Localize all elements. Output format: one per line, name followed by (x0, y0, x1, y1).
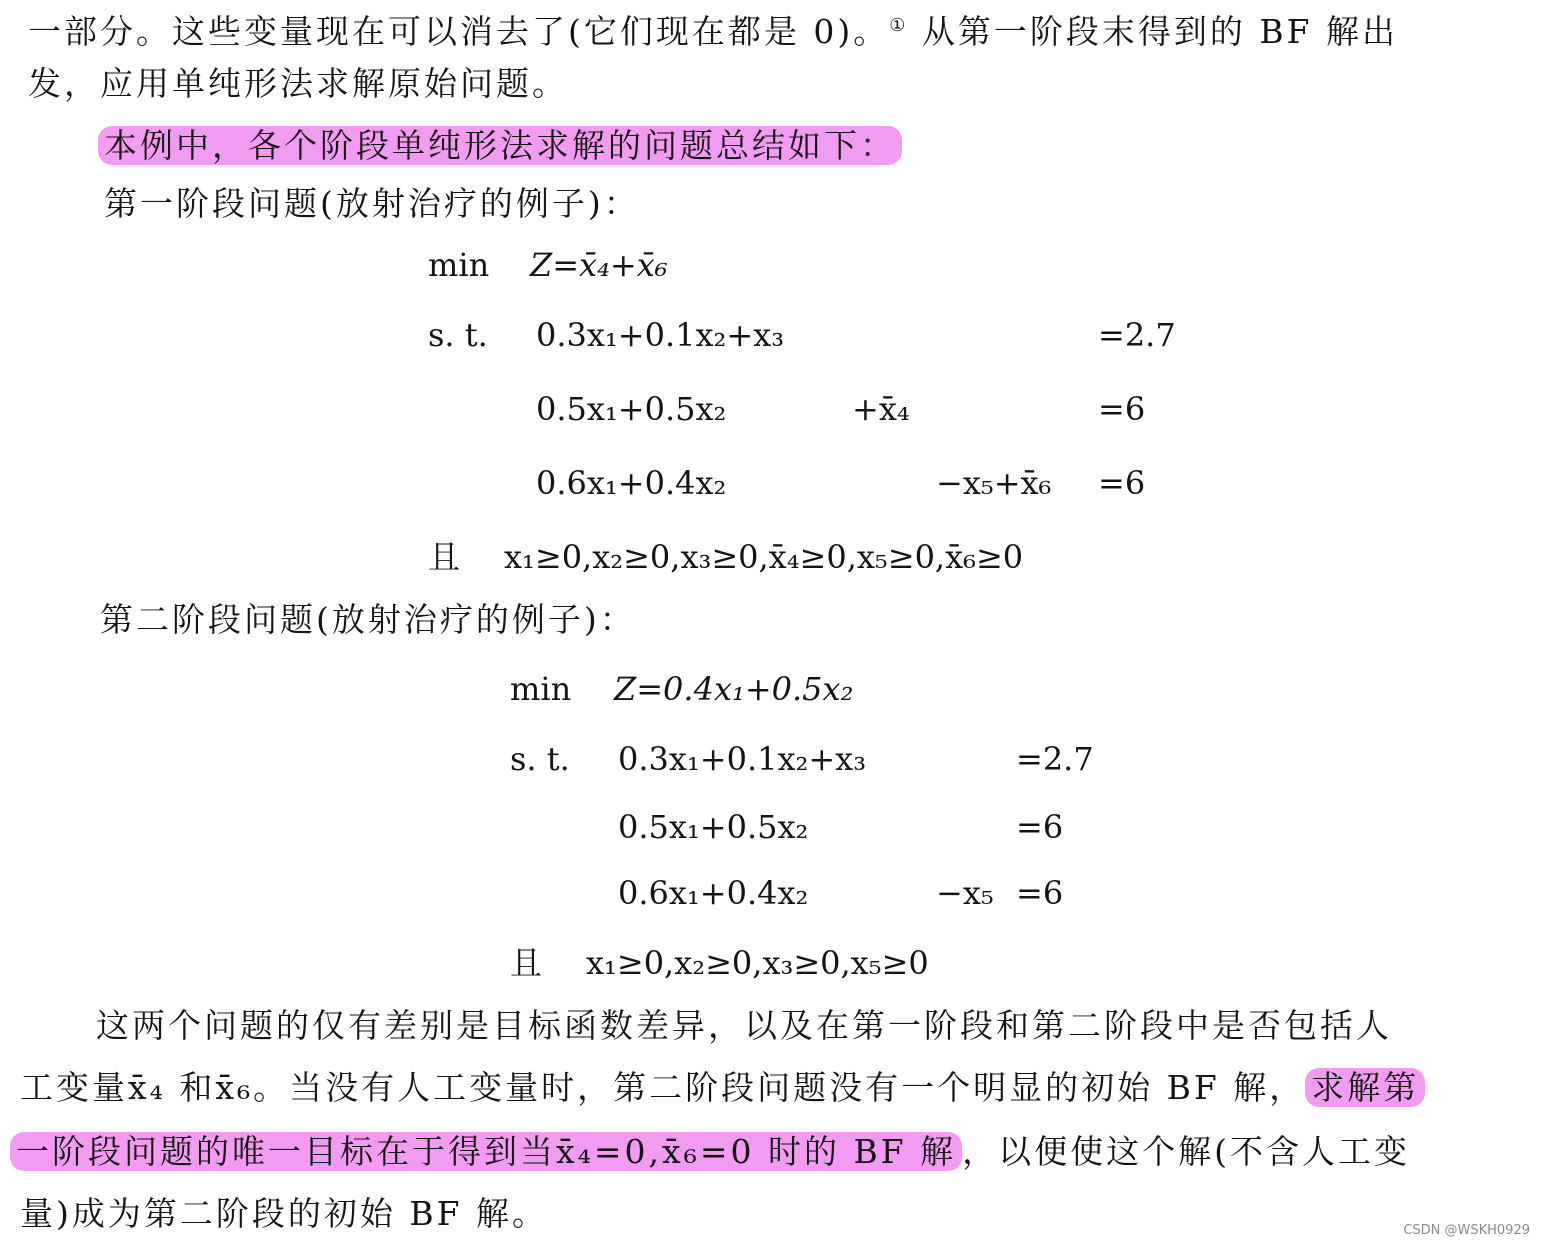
phase2-constraint-2-rhs: =6 (1016, 808, 1064, 846)
phase1-objective: Z=x̄₄+x̄₆ (530, 246, 668, 284)
phase1-constraint-2-rhs: =6 (1098, 390, 1146, 428)
phase2-nonneg-label: 且 (510, 944, 543, 982)
outro-line-1: 这两个问题的仅有差别是目标函数差异，以及在第一阶段和第二阶段中是否包括人 (96, 1006, 1392, 1045)
outro-highlight-start: 求解第 (1305, 1068, 1425, 1107)
phase2-constraint-3-mid: −x₅ (936, 874, 994, 912)
phase1-constraint-2-mid: +x̄₄ (852, 390, 910, 428)
summary-highlight: 本例中，各个阶段单纯形法求解的问题总结如下： (98, 126, 902, 165)
phase2-constraint-3-rhs: =6 (1016, 874, 1064, 912)
phase1-constraint-3-mid: −x₅+x̄₆ (936, 464, 1052, 502)
intro-line-2: 发，应用单纯形法求解原始问题。 (28, 64, 568, 103)
phase1-constraint-1-lhs: 0.3x₁+0.1x₂+x₃ (536, 316, 785, 354)
phase1-constraint-1-rhs: =2.7 (1098, 316, 1176, 354)
phase2-constraint-1-rhs: =2.7 (1016, 740, 1094, 778)
phase1-st-label: s. t. (428, 316, 488, 354)
phase2-nonneg: x₁≥0,x₂≥0,x₃≥0,x₅≥0 (586, 944, 929, 982)
phase2-constraint-3-lhs: 0.6x₁+0.4x₂ (618, 874, 809, 912)
phase2-objective: Z=0.4x₁+0.5x₂ (614, 670, 854, 708)
intro-line-1-text: 一部分。这些变量现在可以消去了(它们现在都是 0)。 (28, 12, 890, 51)
footnote-marker[interactable]: ① (889, 15, 909, 36)
outro-line-3-text: ，以便使这个解(不含人工变 (962, 1132, 1410, 1171)
watermark: CSDN @WSKH0929 (1403, 1223, 1530, 1238)
outro-highlight-end: 一阶段问题的唯一目标在于得到当x̄₄=0,x̄₆=0 时的 BF 解 (10, 1132, 962, 1171)
phase1-constraint-2-lhs: 0.5x₁+0.5x₂ (536, 390, 727, 428)
phase1-min-label: min (428, 246, 490, 284)
phase2-st-label: s. t. (510, 740, 570, 778)
phase1-nonneg: x₁≥0,x₂≥0,x₃≥0,x̄₄≥0,x₅≥0,x̄₆≥0 (504, 538, 1024, 576)
phase2-min-label: min (510, 670, 572, 708)
phase2-constraint-2-lhs: 0.5x₁+0.5x₂ (618, 808, 809, 846)
summary-sentence (98, 122, 902, 170)
phase2-heading: 第二阶段问题(放射治疗的例子)： (100, 600, 636, 639)
phase1-heading: 第一阶段问题(放射治疗的例子)： (104, 184, 640, 223)
outro-line-3 (10, 1128, 1410, 1176)
phase1-nonneg-label: 且 (428, 538, 461, 576)
intro-line-1 (28, 2, 1398, 56)
outro-line-2-text: 工变量x̄₄ 和x̄₆。当没有人工变量时，第二阶段问题没有一个明显的初始 BF 解， (20, 1068, 1306, 1107)
intro-line-1-tail: 从第一阶段末得到的 BF 解出 (908, 12, 1398, 51)
phase2-constraint-1-lhs: 0.3x₁+0.1x₂+x₃ (618, 740, 867, 778)
phase1-constraint-3-lhs: 0.6x₁+0.4x₂ (536, 464, 727, 502)
outro-line-4: 量)成为第二阶段的初始 BF 解。 (20, 1194, 549, 1233)
phase1-constraint-3-rhs: =6 (1098, 464, 1146, 502)
outro-line-2 (20, 1064, 1425, 1112)
